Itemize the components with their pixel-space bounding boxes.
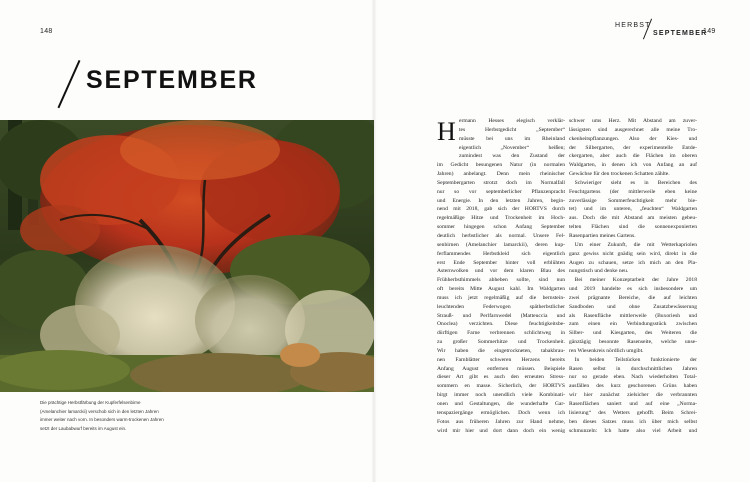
text-line: nungstisch und denke neu. bbox=[569, 268, 629, 275]
text-line: Sandboden und ohne Zusatzbewässerung bbox=[569, 303, 697, 310]
header-season: HERBST bbox=[615, 22, 651, 29]
text-line: birgt immer noch unendlich viele Kombinati- bbox=[437, 392, 565, 399]
text-line: onen und Gestaltungen, die wunderhafte Gar- bbox=[437, 401, 565, 407]
text-line: Rasenpartien meines Gartens. bbox=[569, 232, 636, 239]
text-line: ren Wiesenkreis nördlich umgibt. bbox=[569, 347, 644, 354]
text-column-2 bbox=[569, 117, 697, 435]
text-line: zwei prägnante Bereiche, die auf leichten bbox=[569, 294, 697, 301]
text-line: telten Flächen sind die sonnenexponierten bbox=[569, 224, 697, 231]
text-line: gänztägig besonnte Rasenseite, welche unse- bbox=[569, 339, 697, 346]
text-line: zum einen ein Verbindungsstück zwischen bbox=[569, 321, 697, 328]
text-line: im Gedicht besungenen Natur (in normalen bbox=[437, 162, 565, 169]
text-line: oft bereits Mitte August kahl. Im Waldgarten bbox=[437, 286, 565, 293]
text-line: zu großer Sommerhitze und Trockenheit. bbox=[437, 339, 565, 346]
header-month: SEPTEMBER bbox=[653, 30, 708, 37]
caption-line: immer weiter nach vorn. In besonders warm-trockenen Jahren bbox=[40, 417, 164, 422]
text-line: ausfällen des kurz geschorenen Grüns haben bbox=[569, 383, 697, 390]
drop-cap: H bbox=[437, 117, 456, 146]
text-line: muss ich jetzt regelmäßig auf die bernstein- bbox=[437, 294, 565, 301]
text-line: Onoclea) verzichten. Diese feuchtigkeitsbe- bbox=[437, 321, 565, 328]
text-line: als Rasenfläche mittlerweile (Buxoriesh und bbox=[569, 312, 697, 319]
garden-photo bbox=[0, 120, 374, 392]
text-line: nen Farnblätter schweren Herzens bereits bbox=[437, 356, 565, 363]
text-line: dürftigen Farne verbrennen schlichtweg in bbox=[437, 330, 565, 337]
text-line: der Silbergarten, der experimentelle Entde- bbox=[569, 144, 697, 151]
text-line: Anfang August entfernen müssen. Beispiele bbox=[437, 365, 565, 372]
text-line: und Energie. In den letzten Jahren, begin- bbox=[437, 197, 565, 204]
text-line: Um einer Zukunft, die mit Wetterkapriolen bbox=[569, 241, 697, 248]
text-line: Schwieriger sieht es in Bereichen des bbox=[569, 179, 697, 186]
text-line: Bei meiner Konzeptarbeit der Jahre 2018 bbox=[569, 277, 697, 284]
text-line: Septembergarten strotzt doch im Normalfall bbox=[437, 179, 565, 186]
text-line: ermann Hesses elegisch verklär- bbox=[459, 118, 565, 124]
text-column-1 bbox=[437, 117, 565, 435]
text-line: Augen zu schauen, setze ich mich an den Pla- bbox=[569, 259, 697, 266]
text-line: aus. Doch die mit Abstand am meisten gebeu- bbox=[569, 215, 697, 222]
text-line: leuchtenden Federwogen spätherbstlicher bbox=[437, 303, 565, 310]
photo-caption bbox=[40, 399, 250, 433]
text-line: ganz gewiss nicht gnädig sein wird, direkt in die bbox=[569, 250, 697, 257]
caption-line: Die prächtige Herbstfärbung der Kupferfelsenbirne bbox=[40, 400, 141, 405]
text-line: senbirnen (Amelanchier lamarckii), deren kup- bbox=[437, 241, 565, 248]
text-line: Waldgarten, in denen ich von Anfang an auf bbox=[569, 162, 697, 169]
caption-line: (Amelanchier lamarckii) verschob sich in den letzten Jahren bbox=[40, 408, 159, 414]
text-line: ferflammendes Herbstkleid sich eigentlich bbox=[437, 250, 565, 257]
text-line: regelmäßige Hitze und Trockenheit im Hoch- bbox=[437, 215, 565, 222]
text-line: Gewächse für den trockenen Schatten zählte. bbox=[569, 171, 670, 178]
text-line: eigentlich „November“ heißen; bbox=[459, 144, 565, 151]
text-line: dieser Art gibt es auch den erneuten Stress- bbox=[437, 374, 565, 381]
text-line: tet) und im unteren, „feuchten“ Waldgarten bbox=[569, 206, 697, 213]
left-page-number: 148 bbox=[40, 28, 53, 35]
text-line: In beiden Teilstücken funktionierte der bbox=[569, 356, 697, 363]
text-line: Silber- und Kiesgarten, des Weiteren die bbox=[569, 330, 697, 337]
text-line: nur so vor septemberlicher Pflanzenpracht bbox=[437, 188, 565, 195]
text-line: lässigsten sind ausgerechnet alle meine Tro- bbox=[569, 126, 697, 133]
text-line: wir hier zunächst zielsicher die verbrannten bbox=[569, 392, 697, 399]
text-line: nur so gerade eben. Nach wiederholten Total- bbox=[569, 374, 697, 381]
text-line: tenspaziergänge ermöglichen. Doch wenn ich bbox=[437, 409, 565, 416]
text-line: zuverlässige Sommerfeuchtigkeit mehr bie- bbox=[569, 197, 697, 204]
garden-photo-illustration bbox=[0, 120, 374, 392]
text-line: lisierung“ des Wetters gehofft. Beim Schrei- bbox=[569, 409, 697, 416]
text-line: müsste bei uns im Rheinland bbox=[459, 135, 565, 142]
text-line: erst Ende September hinter voll erblühten bbox=[437, 259, 565, 266]
caption-line: setzt der Laubabwurf bereits im August ein. bbox=[40, 425, 127, 431]
right-page-number: 149 bbox=[703, 28, 716, 35]
text-line: Jahren) anbelangt. Denn mein rheinischer bbox=[437, 171, 565, 178]
text-line: zumindest was den Zustand der bbox=[459, 153, 565, 160]
text-line: Frühherbsthimmels abheben sollte, sind nun bbox=[437, 277, 565, 284]
text-line: ckenheitspflanzungen. Also der Kies- und bbox=[569, 135, 697, 142]
text-line: wird mir hier und dort dann doch ein wenig bbox=[437, 427, 565, 434]
text-line: ckergarten, aber auch die Flächen im oberen bbox=[569, 153, 697, 160]
text-line: nend mit 2018, gab sich der HORTVS durch bbox=[437, 206, 565, 213]
text-line: sommern en masse. Sicherlich, der HORTVS bbox=[437, 383, 565, 390]
chapter-title: SEPTEMBER bbox=[86, 66, 258, 94]
text-line: deutlich herbstlicher als normal. Unsere Fel- bbox=[437, 232, 565, 239]
text-line: sommer hingegen schon Anfang September bbox=[437, 224, 565, 231]
text-line: Rasenflächen saniert und auf eine „Norma- bbox=[569, 401, 697, 407]
text-line: Asternwolken und vor dem klaren Blau des bbox=[437, 268, 565, 275]
text-line: tes Herbstgedicht „September“ bbox=[459, 126, 565, 133]
text-line: Strauß- und Perlfarnwedel (Matteuccia und bbox=[437, 312, 565, 319]
text-line: Rasen selbst in durchschnittlichen Jahren bbox=[569, 365, 697, 372]
text-line: Feuchtgartens (der mittlerweile eben keine bbox=[569, 188, 697, 195]
text-line: Wir haben die eingetrockneten, tabakbrau- bbox=[437, 347, 565, 354]
text-line: und 2019 handelte es sich insbesondere um bbox=[569, 286, 697, 293]
text-line: ben dieses Satzes muss ich über mich selbst bbox=[569, 418, 697, 425]
text-line: Fotos aus früheren Jahren zur Hand nehme, bbox=[437, 418, 565, 425]
text-line: schwer ums Herz. Mit Abstand am zuver- bbox=[569, 118, 697, 124]
text-line: schmunzeln: Ich hatte also viel Arbeit und bbox=[569, 427, 697, 434]
